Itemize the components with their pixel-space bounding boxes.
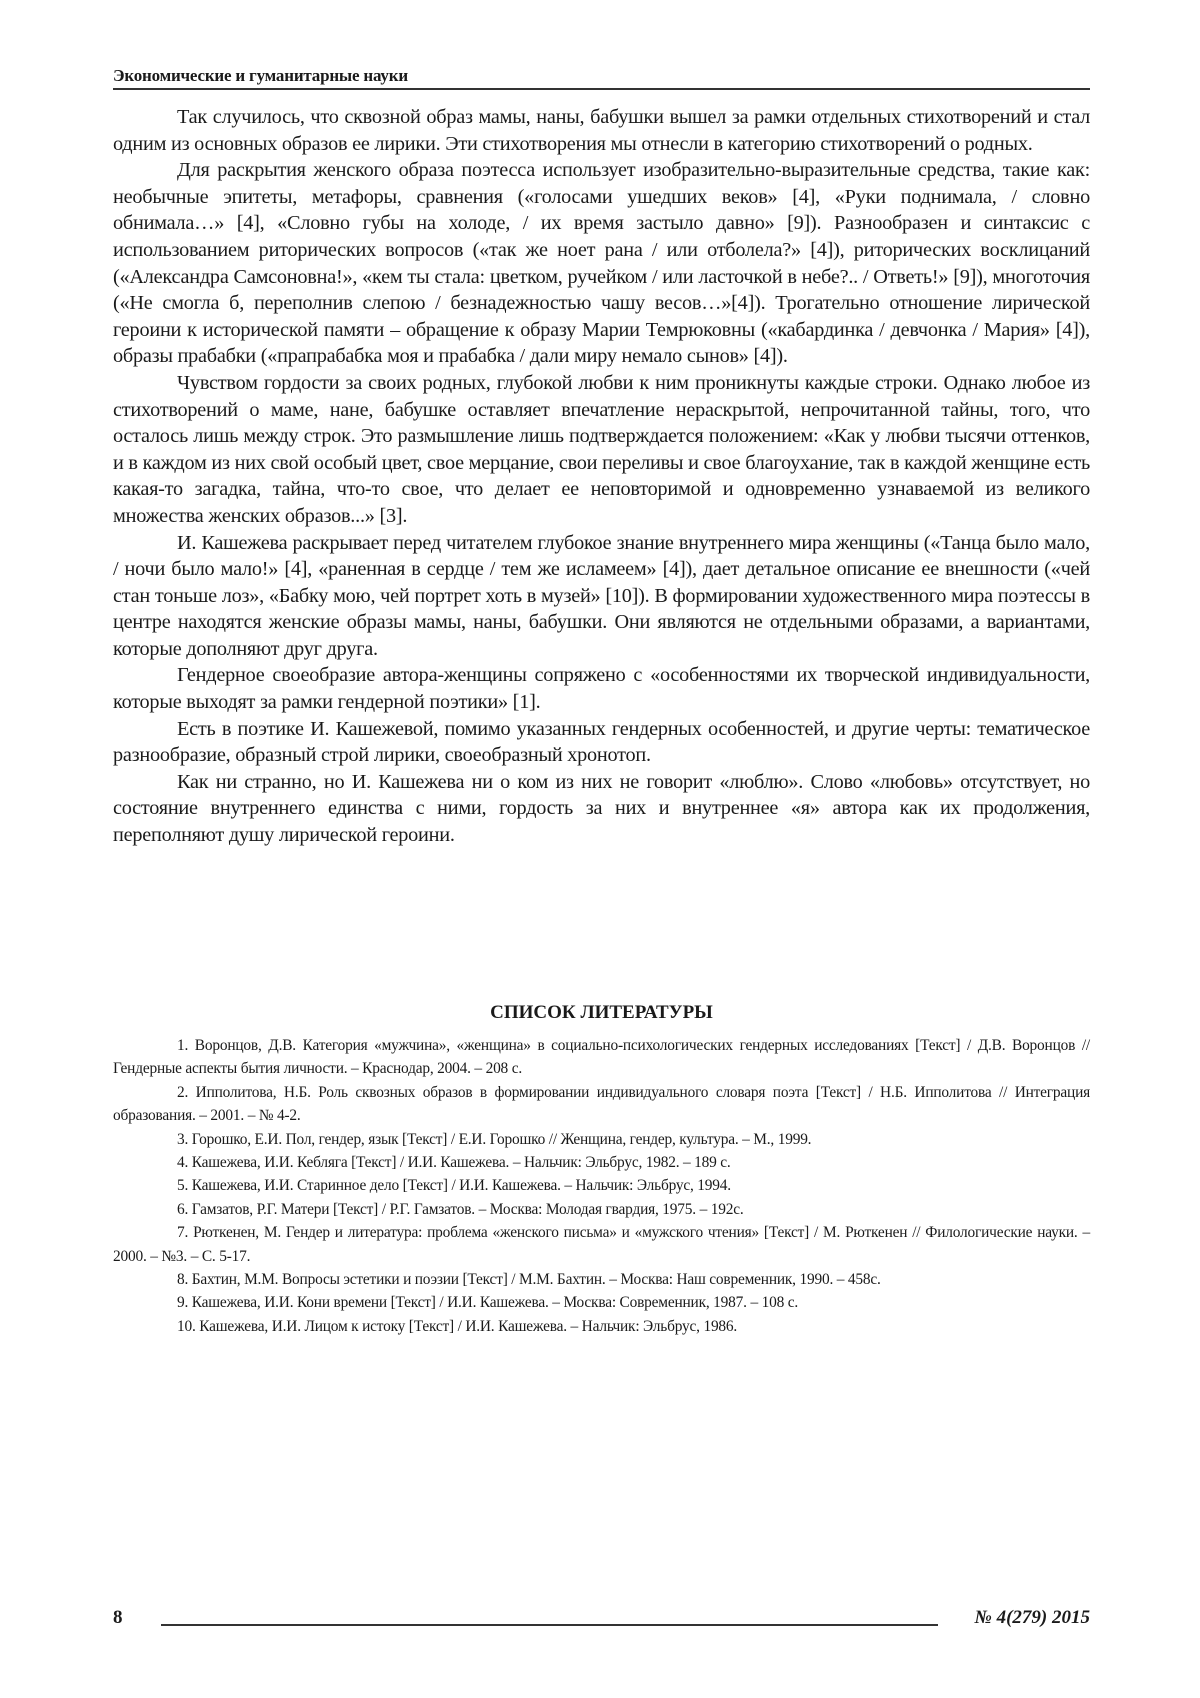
paragraph: Так случилось, что сквозной образ мамы, наны, бабушки вышел за рамки отдельных стихотворений и стал одним из основных образов ее лирики. Эти стихотворения мы отнесли в категорию стихотворений о родных.: [113, 104, 1090, 157]
paragraph: Есть в поэтике И. Кашежевой, помимо указанных гендерных особенностей, и другие черты: тематическое разнообразие, образный строй лирики, своеобразный хронотоп.: [113, 716, 1090, 769]
article-body: [113, 104, 1090, 849]
paragraph: Как ни странно, но И. Кашежева ни о ком из них не говорит «люблю». Слово «любовь» отсутствует, но состояние внутреннего единства с ними, гордость за них и внутреннее «я» автора как их продолжения, переполняют душу лирической героини.: [113, 769, 1090, 849]
reference-item: 8. Бахтин, М.М. Вопросы эстетики и поэзии [Текст] / М.М. Бахтин. – Москва: Наш современник, 1990. – 458с.: [113, 1268, 1090, 1291]
paragraph: Гендерное своеобразие автора-женщины сопряжено с «особенностями их творческой индивидуальности, которые выходят за рамки гендерной поэтики» [1].: [113, 662, 1090, 715]
reference-item: 7. Рюткенен, М. Гендер и литература: проблема «женского письма» и «мужского чтения» [Текст] / М. Рюткенен // Филологические науки. – 2000. – №3. – С. 5-17.: [113, 1221, 1090, 1268]
reference-item: 6. Гамзатов, Р.Г. Матери [Текст] / Р.Г. Гамзатов. – Москва: Молодая гвардия, 1975. – 192с.: [113, 1198, 1090, 1221]
paragraph: И. Кашежева раскрывает перед читателем глубокое знание внутреннего мира женщины («Танца было мало, / ночи было мало!» [4], «раненная в сердце / тем же исламеем» [4]), дает детальное описание ее внешности («чей стан тоньше лоз», «Бабку мою, чей портрет хоть в музей» [10]). В формировании художественного мира поэтессы в центре находятся женские образы мамы, наны, бабушки. Они являются не отдельными образами, а вариантами, которые дополняют друг друга.: [113, 530, 1090, 663]
page-number: 8: [113, 1607, 123, 1629]
reference-item: 1. Воронцов, Д.В. Категория «мужчина», «женщина» в социально-психологических гендерных исследованиях [Текст] / Д.В. Воронцов // Гендерные аспекты бытия личности. – Краснодар, 2004. – 208 с.: [113, 1034, 1090, 1081]
reference-item: 2. Ипполитова, Н.Б. Роль сквозных образов в формировании индивидуального словаря поэта [Текст] / Н.Б. Ипполитова // Интеграция образования. – 2001. – № 4-2.: [113, 1081, 1090, 1128]
page-footer: [113, 1607, 1090, 1635]
journal-section-title: Экономические и гуманитарные науки: [113, 66, 408, 85]
footer-rule: [161, 1624, 938, 1626]
paragraph: Чувством гордости за своих родных, глубокой любви к ним проникнуты каждые строки. Однако любое из стихотворений о маме, нане, бабушке оставляет впечатление нераскрытой, непрочитанной тайны, того, что осталось лишь между строк. Это размышление лишь подтверждается положением: «Как у любви тысячи оттенков, и в каждом из них свой особый цвет, свое мерцание, свои переливы и свое благоухание, так в каждой женщине есть какая-то загадка, тайна, что-то свое, что делает ее неповторимой и одновременно узнаваемой из великого множества женских образов...» [3].: [113, 370, 1090, 530]
paragraph: Для раскрытия женского образа поэтесса использует изобразительно-выразительные средства, такие как: необычные эпитеты, метафоры, сравнения («голосами ушедших веков» [4], «Руки поднимала, / словно обнимала…» [4], «Словно губы на холоде, / их время застыло давно» [9]). Разнообразен и синтаксис с использованием риторических вопросов («так же ноет рана / или отболела?» [4]), риторических восклицаний («Александра Самсоновна!», «кем ты стала: цветком, ручейком / или ласточкой в небе?.. / Ответь!» [9]), многоточия («Не смогла б, переполнив слепою / безнадежностью чашу весов…»[4]). Трогательно отношение лирической героини к исторической памяти – обращение к образу Марии Темрюковны («кабардинка / девчонка / Мария» [4]), образы прабабки («прапрабабка моя и прабабка / дали миру немало сынов» [4]).: [113, 157, 1090, 370]
reference-item: 9. Кашежева, И.И. Кони времени [Текст] / И.И. Кашежева. – Москва: Современник, 1987. – 108 с.: [113, 1291, 1090, 1314]
reference-item: 5. Кашежева, И.И. Старинное дело [Текст] / И.И. Кашежева. – Нальчик: Эльбрус, 1994.: [113, 1174, 1090, 1197]
issue-number: № 4(279) 2015: [974, 1607, 1090, 1629]
reference-item: 4. Кашежева, И.И. Кебляга [Текст] / И.И. Кашежева. – Нальчик: Эльбрус, 1982. – 189 с.: [113, 1151, 1090, 1174]
references-list: [113, 1034, 1090, 1338]
running-header: [113, 66, 1090, 90]
references-heading: СПИСОК ЛИТЕРАТУРЫ: [113, 1002, 1090, 1024]
reference-item: 10. Кашежева, И.И. Лицом к истоку [Текст] / И.И. Кашежева. – Нальчик: Эльбрус, 1986.: [113, 1315, 1090, 1338]
reference-item: 3. Горошко, Е.И. Пол, гендер, язык [Текст] / Е.И. Горошко // Женщина, гендер, культура. – М., 1999.: [113, 1128, 1090, 1151]
